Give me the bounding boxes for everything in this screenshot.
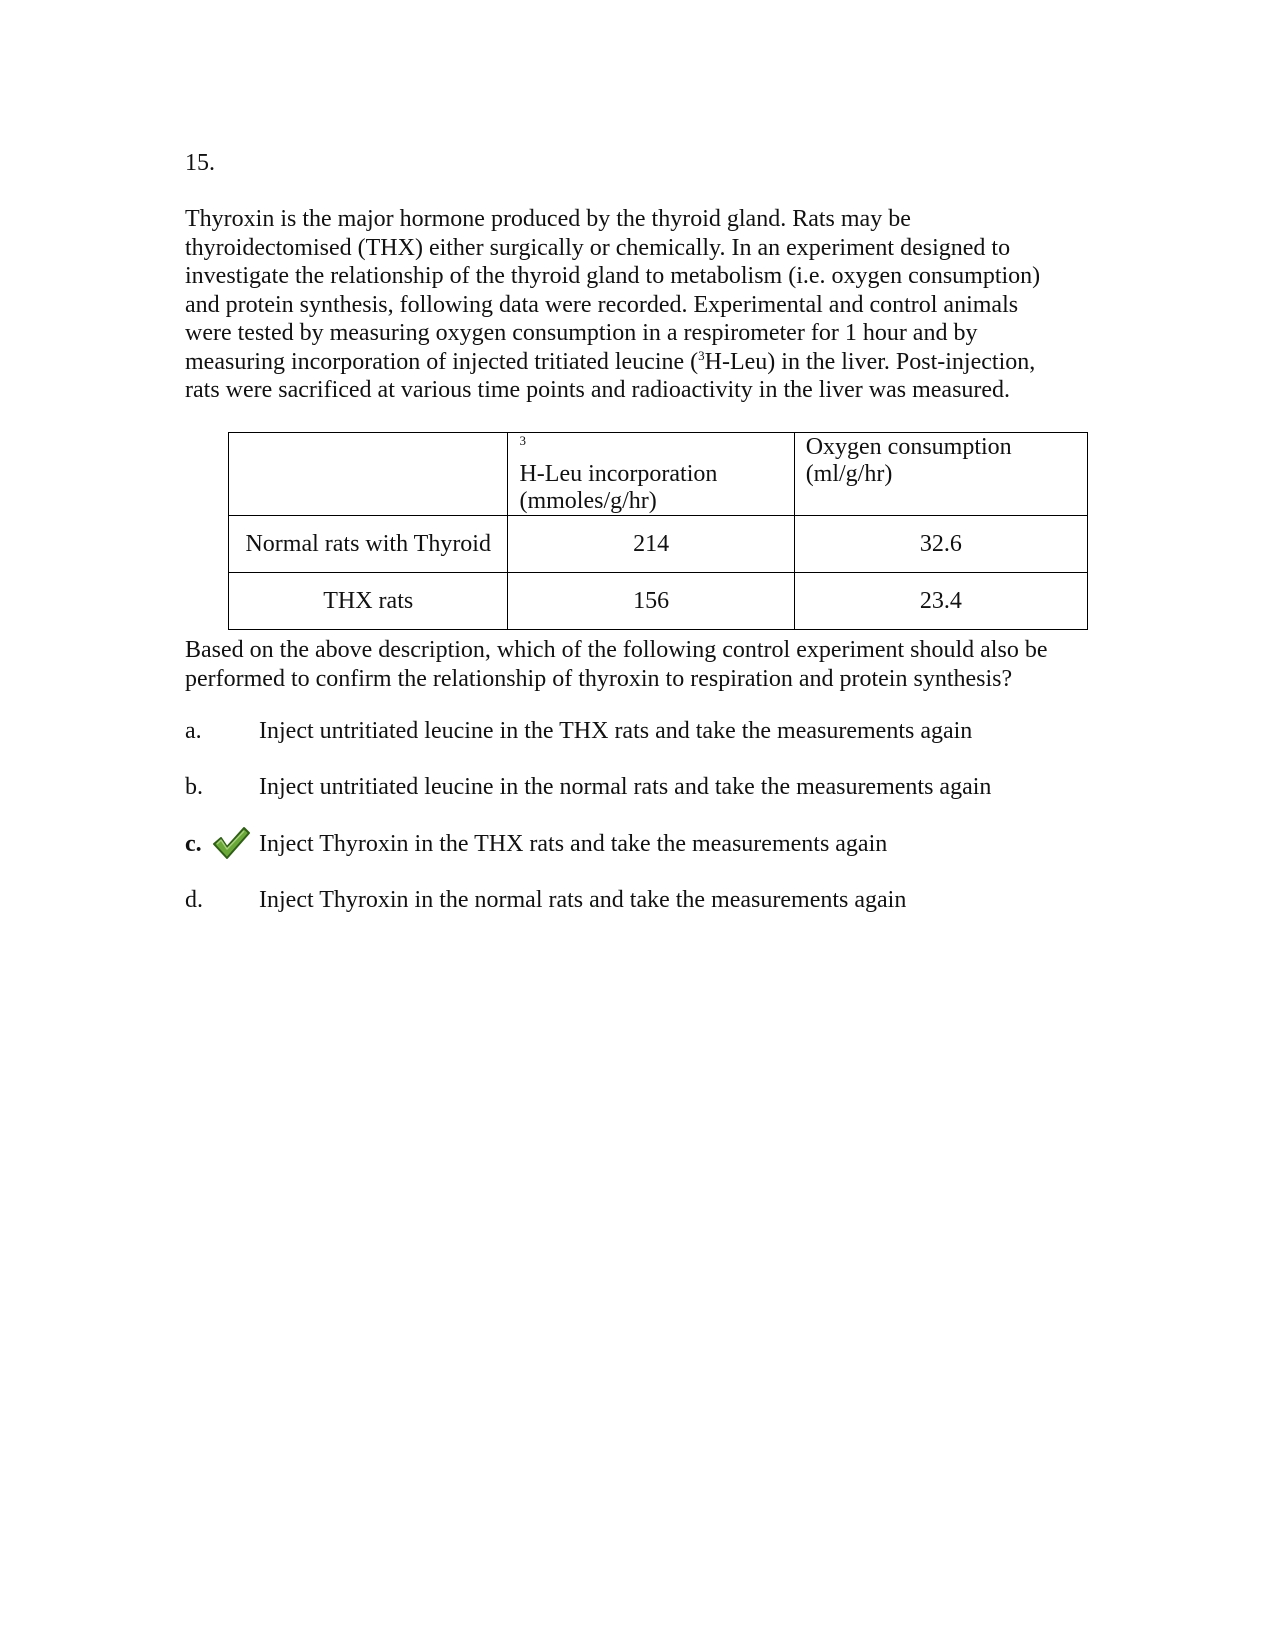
option-text: Inject untritiated leucine in the THX rats and take the measurements again	[259, 718, 973, 744]
leu-value: 156	[508, 573, 794, 630]
passage-line	[185, 348, 1085, 377]
table-header-leu	[508, 433, 794, 516]
header-oxygen-unit: (ml/g/hr)	[805, 461, 893, 487]
table-header-empty	[229, 433, 508, 516]
oxygen-value: 32.6	[794, 516, 1087, 573]
option-letter: c.	[185, 831, 202, 857]
passage-line: thyroidectomised (THX) either surgically or chemically. In an experiment designed to	[185, 234, 1011, 261]
table-header-row	[229, 433, 1088, 516]
passage-line: rats were sacrificed at various time points and radioactivity in the liver was measured.	[185, 377, 1011, 403]
isotope-superscript: 3	[698, 347, 705, 363]
oxygen-value: 23.4	[794, 573, 1087, 630]
question-number: 15.	[185, 150, 215, 176]
header-leu-line1	[519, 434, 793, 488]
option-letter: b.	[185, 774, 203, 800]
answer-option-d[interactable]	[185, 884, 1085, 916]
question-passage	[185, 205, 1085, 405]
answer-option-a[interactable]	[185, 715, 1085, 747]
header-leu-text: H-Leu incorporation	[519, 461, 718, 487]
row-label: THX rats	[229, 573, 508, 630]
option-text: Inject Thyroxin in the THX rats and take the measurements again	[259, 831, 888, 857]
option-text: Inject untritiated leucine in the normal rats and take the measurements again	[259, 774, 992, 800]
passage-text: measuring incorporation of injected tritiated leucine (	[185, 348, 699, 375]
passage-line: were tested by measuring oxygen consumption in a respirometer for 1 hour and by	[185, 320, 978, 346]
passage-text: H-Leu) in the liver. Post-injection,	[704, 348, 1036, 375]
results-table	[228, 432, 1088, 630]
question-line: performed to confirm the relationship of thyroxin to respiration and protein synthesis?	[185, 665, 1013, 692]
passage-line: investigate the relationship of the thyroid gland to metabolism (i.e. oxygen consumption)	[185, 263, 1041, 289]
checkmark-icon	[211, 825, 251, 861]
question-prompt	[185, 636, 1047, 693]
answer-option-c[interactable]	[185, 828, 1085, 860]
option-letter: a.	[185, 718, 202, 744]
passage-line: Thyroxin is the major hormone produced by the thyroid gland. Rats may be	[185, 206, 911, 232]
option-letter: d.	[185, 887, 203, 913]
row-label: Normal rats with Thyroid	[229, 516, 508, 573]
table-row	[229, 516, 1088, 573]
option-text: Inject Thyroxin in the normal rats and take the measurements again	[259, 887, 907, 913]
header-leu-unit: (mmoles/g/hr)	[519, 488, 657, 514]
leu-value: 214	[508, 516, 794, 573]
passage-line: and protein synthesis, following data were recorded. Experimental and control animals	[185, 291, 1019, 318]
table-header-oxygen	[794, 433, 1087, 516]
question-line: Based on the above description, which of the following control experiment should also be	[185, 637, 1048, 663]
table-row	[229, 573, 1088, 630]
isotope-superscript: 3	[519, 433, 526, 448]
header-oxygen-text: Oxygen consumption	[805, 434, 1012, 460]
answer-option-b[interactable]	[185, 771, 1085, 803]
